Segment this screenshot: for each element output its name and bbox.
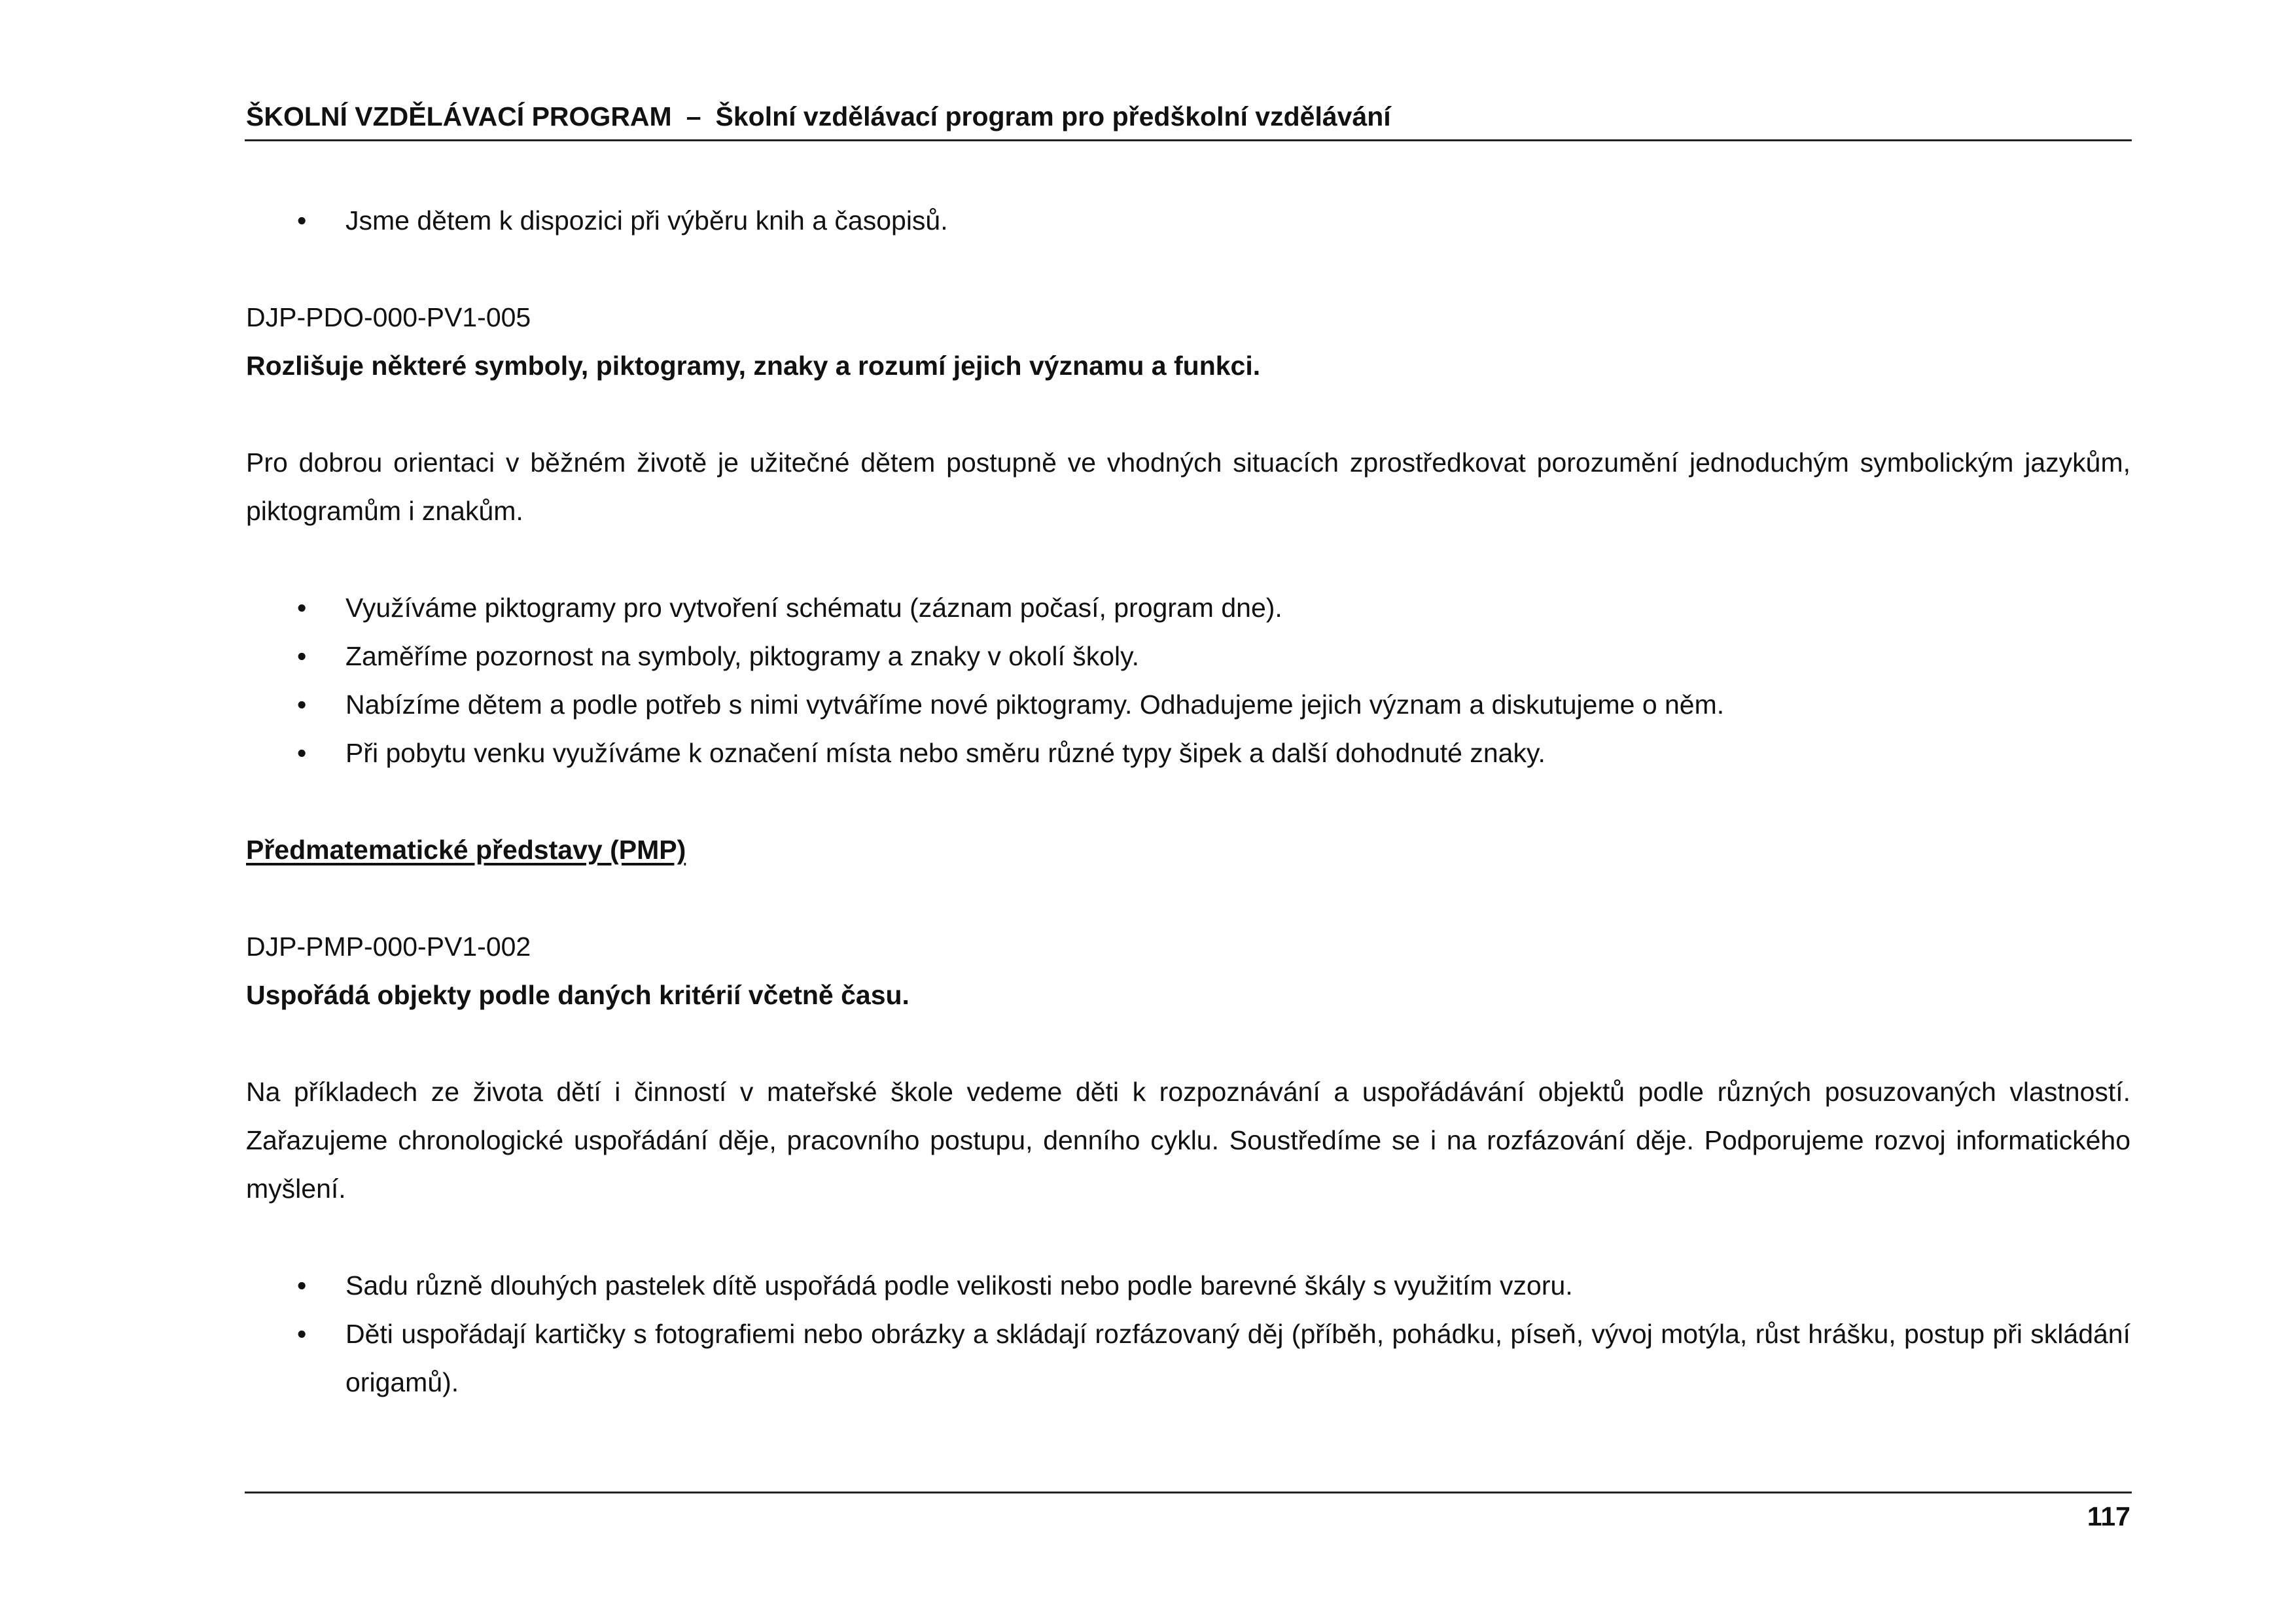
bullet-icon: • [297, 593, 307, 623]
footer-rule [245, 1492, 2132, 1493]
page-number: 117 [2087, 1501, 2130, 1531]
page-header [246, 98, 2130, 135]
list-item: • Sadu různě dlouhých pastelek dítě uspořádá podle velikosti nebo podle barevné škály s využitím vzoru. [246, 1261, 2130, 1310]
list-item: • Zaměříme pozornost na symboly, piktogramy a znaky v okolí školy. [246, 632, 2130, 680]
list-item: • Jsme dětem k dispozici při výběru knih a časopisů. [246, 196, 2130, 245]
list-item: • Využíváme piktogramy pro vytvoření schématu (záznam počasí, program dne). [246, 584, 2130, 632]
pdo-paragraph: Pro dobrou orientaci v běžném životě je užitečné dětem postupně ve vhodných situacích zprostředkovat porozumění jednoduchým symbolickým jazykům, piktogramům i znakům. [246, 447, 2130, 526]
intro-bullet-list [246, 196, 2130, 245]
pmp-paragraph: Na příkladech ze života dětí i činností v mateřské škole vedeme děti k rozpoznávání a uspořádávání objektů podle různých posuzovaných vlastností. Zařazujeme chronologické uspořádání děje, pracovního postupu, denního cyklu. Soustředíme se i na rozfázování děje. Podporujeme rozvoj informatického myšlení. [246, 1077, 2130, 1204]
bullet-icon: • [297, 689, 307, 720]
header-program: ŠKOLNÍ VZDĚLÁVACÍ PROGRAM [246, 101, 672, 131]
pmp-bullet-list [246, 1261, 2130, 1406]
header-subtitle: Školní vzdělávací program pro předškolní vzdělávání [715, 101, 1391, 131]
pdo-code: DJP-PDO-000-PV1-005 [246, 302, 531, 332]
pdo-heading: Rozlišuje některé symboly, piktogramy, znaky a rozumí jejich významu a funkci. [246, 351, 1261, 381]
bullet-icon: • [297, 205, 307, 236]
bullet-icon: • [297, 1270, 307, 1300]
pmp-code: DJP-PMP-000-PV1-002 [246, 932, 531, 962]
header-separator: – [686, 101, 701, 131]
pmp-heading: Uspořádá objekty podle daných kritérií včetně času. [246, 980, 910, 1010]
bullet-icon: • [297, 641, 307, 671]
document-body [246, 196, 2130, 1406]
header-rule [245, 139, 2132, 141]
list-item: • Děti uspořádají kartičky s fotografiemi nebo obrázky a skládají rozfázovaný děj (příběh, pohádku, píseň, vývoj motýla, růst hrášku, postup při skládání origamů). [246, 1310, 2130, 1406]
bullet-icon: • [297, 1319, 307, 1349]
list-item: • Při pobytu venku využíváme k označení místa nebo směru různé typy šipek a další dohodnuté znaky. [246, 729, 2130, 777]
bullet-icon: • [297, 738, 307, 768]
list-item: • Nabízíme dětem a podle potřeb s nimi vytváříme nové piktogramy. Odhadujeme jejich význam a diskutujeme o něm. [246, 680, 2130, 729]
pmp-section-title: Předmatematické představy (PMP) [246, 835, 686, 865]
pdo-bullet-list [246, 584, 2130, 777]
